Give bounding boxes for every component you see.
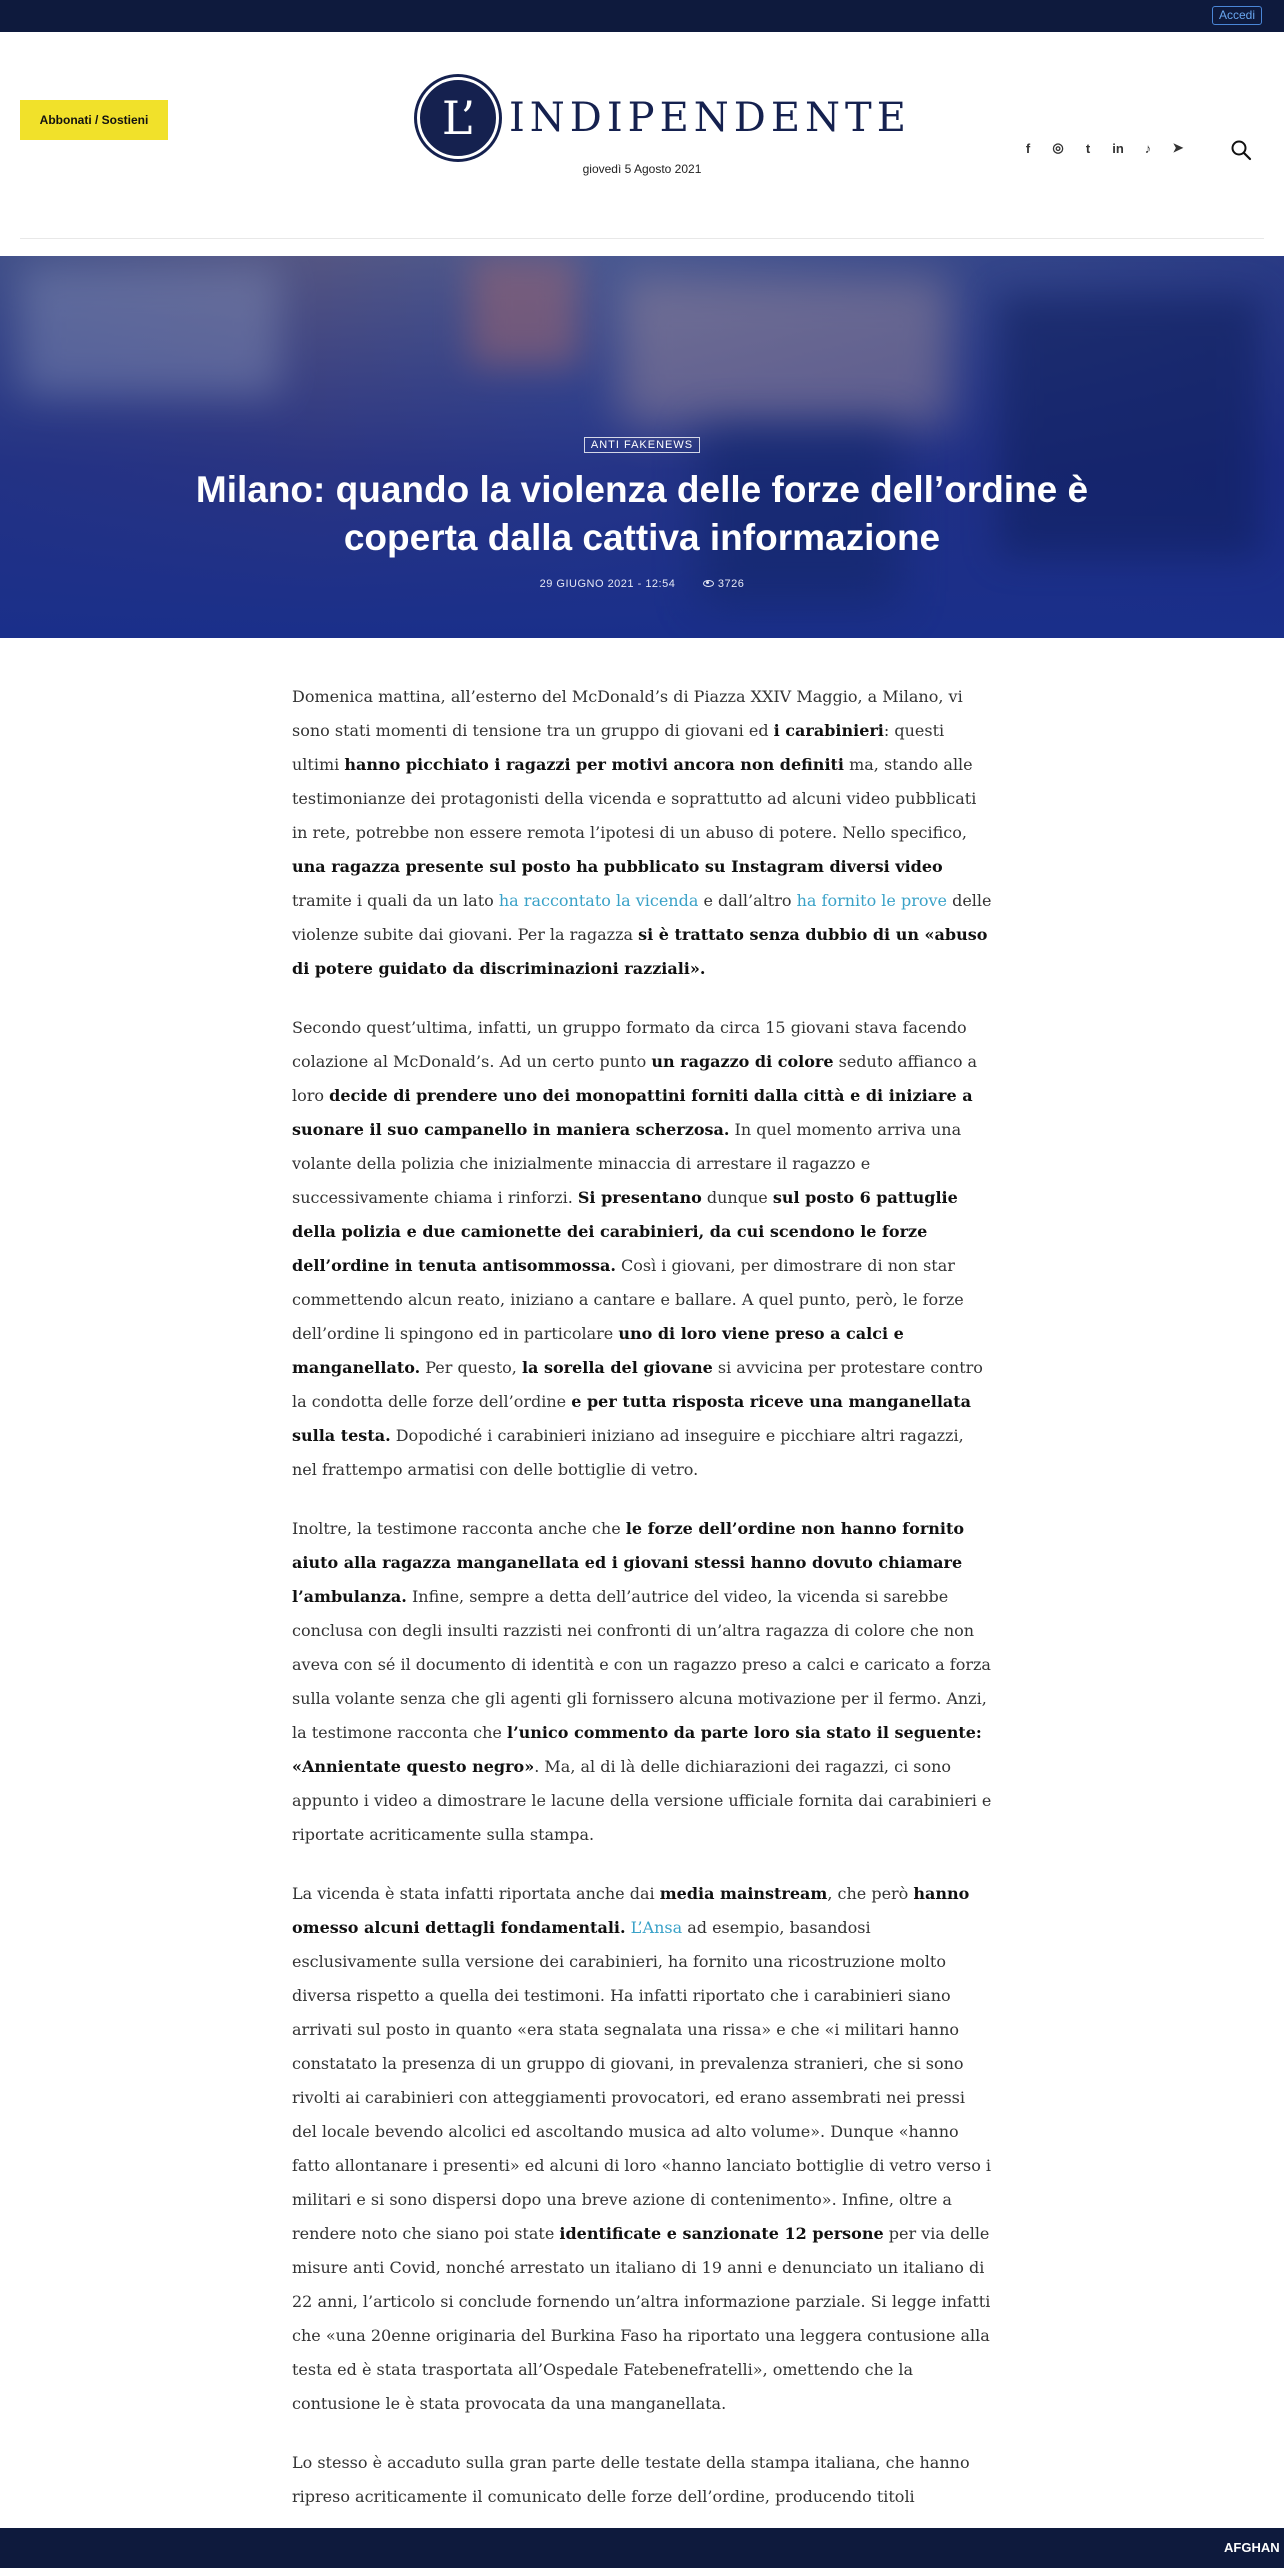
subscribe-button[interactable]: Abbonati / Sostieni bbox=[20, 100, 168, 140]
ticker-text[interactable]: AFGHAN bbox=[1224, 2540, 1280, 2555]
bold-text: sul posto 6 pattuglie della polizia e due camionette dei carabinieri, da cui scendono le forze dell’ordine in tenuta antisommossa. bbox=[292, 1188, 958, 1275]
instagram-icon[interactable]: ◎ bbox=[1052, 140, 1064, 155]
linkedin-icon[interactable]: in bbox=[1112, 140, 1124, 156]
bold-text: si è trattato senza dubbio di un «abuso di potere guidato da discriminazioni razziali». bbox=[292, 925, 988, 978]
inline-link[interactable]: L’Ansa bbox=[630, 1918, 683, 1937]
article-meta bbox=[0, 578, 1284, 590]
text-run: . Ma, al di là delle dichiarazioni dei ragazzi, ci sono appunto i video a dimostrare le lacune della versione ufficiale fornita dai carabinieri e riportate acriticamente sulla stampa. bbox=[292, 1757, 992, 1844]
text-run: ad esempio, basandosi esclusivamente sulla versione dei carabinieri, ha fornito una ricostruzione molto diversa rispetto a quella dei testimoni. Ha infatti riportato che i carabinieri siano arrivati sul posto in quanto «era stata segnalata una rissa» e che «i militari hanno constatato la presenza di un gruppo di giovani, in prevalenza stranieri, che si sono rivolti ai carabinieri con atteggiamenti provocatori, ed erano assembrati nei pressi del locale bevendo alcolici ed ascoltando musica ad alto volume». Dunque «hanno fatto allontanare i presenti» ed alcuni di loro «hanno lanciato bottiglie di vetro verso i militari e si sono dispersi dopo una breve azione di contenimento». Infine, oltre a rendere noto che siano poi state bbox=[292, 1918, 992, 2243]
header-date: giovedì 5 Agosto 2021 bbox=[582, 162, 702, 176]
hero-banner bbox=[0, 256, 1284, 638]
text-run: per via delle misure anti Covid, nonché arrestato un italiano di 19 anni e denunciato un italiano di 22 anni, l’articolo si conclude fornendo un’altra informazione parziale. Si legge infatti che «una 20enne originaria del Burkina Faso ha riportato una leggera contusione alla testa ed è stata trasportata all’Ospedale Fatebenefratelli», omettendo che la contusione le è stata provocata da una manganellata. bbox=[292, 2224, 991, 2413]
text-run: dunque bbox=[701, 1188, 773, 1207]
text-run: : questi ultimi bbox=[292, 721, 945, 774]
text-run: Dopodiché i carabinieri iniziano ad inseguire e picchiare altri ragazzi, nel frattempo armatisi con delle bottiglie di vetro. bbox=[292, 1426, 964, 1479]
text-run: Domenica mattina, all’esterno del McDonald’s di Piazza XXIV Maggio, a Milano, vi sono stati momenti di tensione tra un gruppo di giovani ed bbox=[292, 687, 963, 740]
bold-text: la sorella del giovane bbox=[521, 1358, 713, 1377]
bold-text: media mainstream bbox=[659, 1884, 828, 1903]
article-title: Milano: quando la violenza delle forze dell’ordine è coperta dalla cattiva informazione bbox=[195, 469, 1089, 558]
telegram-icon[interactable]: ➤ bbox=[1172, 140, 1184, 155]
text-run: ma, stando alle testimonianze dei protagonisti della vicenda e soprattutto ad alcuni video pubblicati in rete, potrebbe non essere remota l’ipotesi di un abuso di potere. Nello specifico, bbox=[292, 755, 977, 842]
eye-icon bbox=[703, 580, 714, 587]
text-run: Secondo quest’ultima, infatti, un gruppo formato da circa 15 giovani stava facendo colazione al McDonald’s. Ad un certo punto bbox=[292, 1018, 967, 1071]
text-run: si avvicina per protestare contro la condotta delle forze dell’ordine bbox=[292, 1358, 983, 1411]
view-count: 3726 bbox=[703, 578, 744, 590]
bold-text: un ragazzo di colore bbox=[651, 1052, 834, 1071]
text-run: tramite i quali da un lato bbox=[292, 891, 499, 910]
top-bar bbox=[0, 0, 1284, 32]
site-logo[interactable] bbox=[417, 76, 911, 160]
tiktok-icon[interactable]: ♪ bbox=[1144, 140, 1152, 156]
news-ticker bbox=[0, 2528, 1284, 2568]
bold-text: uno di loro viene preso a calci e manganellato. bbox=[292, 1324, 904, 1377]
login-button[interactable]: Accedi bbox=[1212, 6, 1262, 25]
text-run: La vicenda è stata infatti riportata anche dai bbox=[292, 1884, 660, 1903]
bold-text: identificate e sanzionate 12 persone bbox=[559, 2224, 884, 2243]
text-run: Così i giovani, per dimostrare di non star commettendo alcun reato, iniziano a cantare e ballare. A quel punto, però, le forze dell’ordine li spingono ed in particolare bbox=[292, 1256, 964, 1343]
social-links bbox=[1020, 140, 1186, 156]
bold-text: l’unico commento da parte loro sia stato il seguente: «Annientate questo negro» bbox=[292, 1723, 982, 1776]
article-paragraph bbox=[292, 1877, 992, 2421]
text-run: e dall’altro bbox=[698, 891, 797, 910]
text-run: , che però bbox=[827, 1884, 914, 1903]
bold-text: le forze dell’ordine non hanno fornito aiuto alla ragazza manganellata ed i giovani stessi hanno dovuto chiamare l’ambulanza. bbox=[292, 1519, 965, 1606]
text-run: Per questo, bbox=[420, 1358, 522, 1377]
site-header bbox=[0, 32, 1284, 208]
bold-text: i carabinieri bbox=[773, 721, 884, 740]
logo-mark: L’ bbox=[417, 77, 499, 159]
header-divider bbox=[20, 238, 1264, 239]
text-run: Infine, sempre a detta dell’autrice del video, la vicenda si sarebbe conclusa con degli insulti razzisti nei confronti di un’altra ragazza di colore che non aveva con sé il documento di identità e con un ragazzo preso a calci e caricato a forza sulla volante senza che gli agenti gli fornissero alcuna motivazione per il fermo. Anzi, la testimone racconta che bbox=[292, 1587, 991, 1742]
article-paragraph bbox=[292, 1512, 992, 1852]
bold-text: una ragazza presente sul posto ha pubblicato su Instagram diversi video bbox=[292, 857, 943, 876]
inline-link[interactable]: ha raccontato la vicenda bbox=[498, 891, 699, 910]
text-run: seduto affianco a loro bbox=[292, 1052, 978, 1105]
category-tag[interactable]: ANTI FAKENEWS bbox=[584, 437, 700, 453]
article-paragraph bbox=[292, 1011, 992, 1487]
bold-text: decide di prendere uno dei monopattini forniti dalla città e di iniziare a suonare il suo campanello in maniera scherzosa. bbox=[292, 1086, 973, 1139]
text-run: In quel momento arriva una volante della polizia che inizialmente minaccia di arrestare il ragazzo e successivamente chiama i rinforzi. bbox=[292, 1120, 962, 1207]
article-paragraph bbox=[292, 2446, 992, 2514]
bold-text: hanno omesso alcuni dettagli fondamentali. bbox=[292, 1884, 970, 1937]
bold-text: hanno picchiato i ragazzi per motivi ancora non definiti bbox=[344, 755, 844, 774]
article-body bbox=[292, 680, 992, 2539]
text-run: delle violenze subite dai giovani. Per la ragazza bbox=[292, 891, 992, 944]
article-paragraph bbox=[292, 680, 992, 986]
bold-text: Si presentano bbox=[577, 1188, 702, 1207]
logo-name: INDIPENDENTE bbox=[509, 95, 911, 141]
text-run: Inoltre, la testimone racconta anche che bbox=[292, 1519, 626, 1538]
inline-link[interactable]: ha fornito le prove bbox=[796, 891, 947, 910]
search-icon[interactable] bbox=[1230, 139, 1252, 161]
bold-text: e per tutta risposta riceve una manganellata sulla testa. bbox=[292, 1392, 972, 1445]
facebook-icon[interactable]: f bbox=[1025, 140, 1031, 156]
text-run: Lo stesso è accaduto sulla gran parte delle testate della stampa italiana, che hanno ripreso acriticamente il comunicato delle forze dell’ordine, producendo titoli bbox=[292, 2453, 970, 2506]
article-date: 29 GIUGNO 2021 - 12:54 bbox=[539, 578, 676, 590]
twitter-icon[interactable]: t bbox=[1085, 140, 1091, 156]
